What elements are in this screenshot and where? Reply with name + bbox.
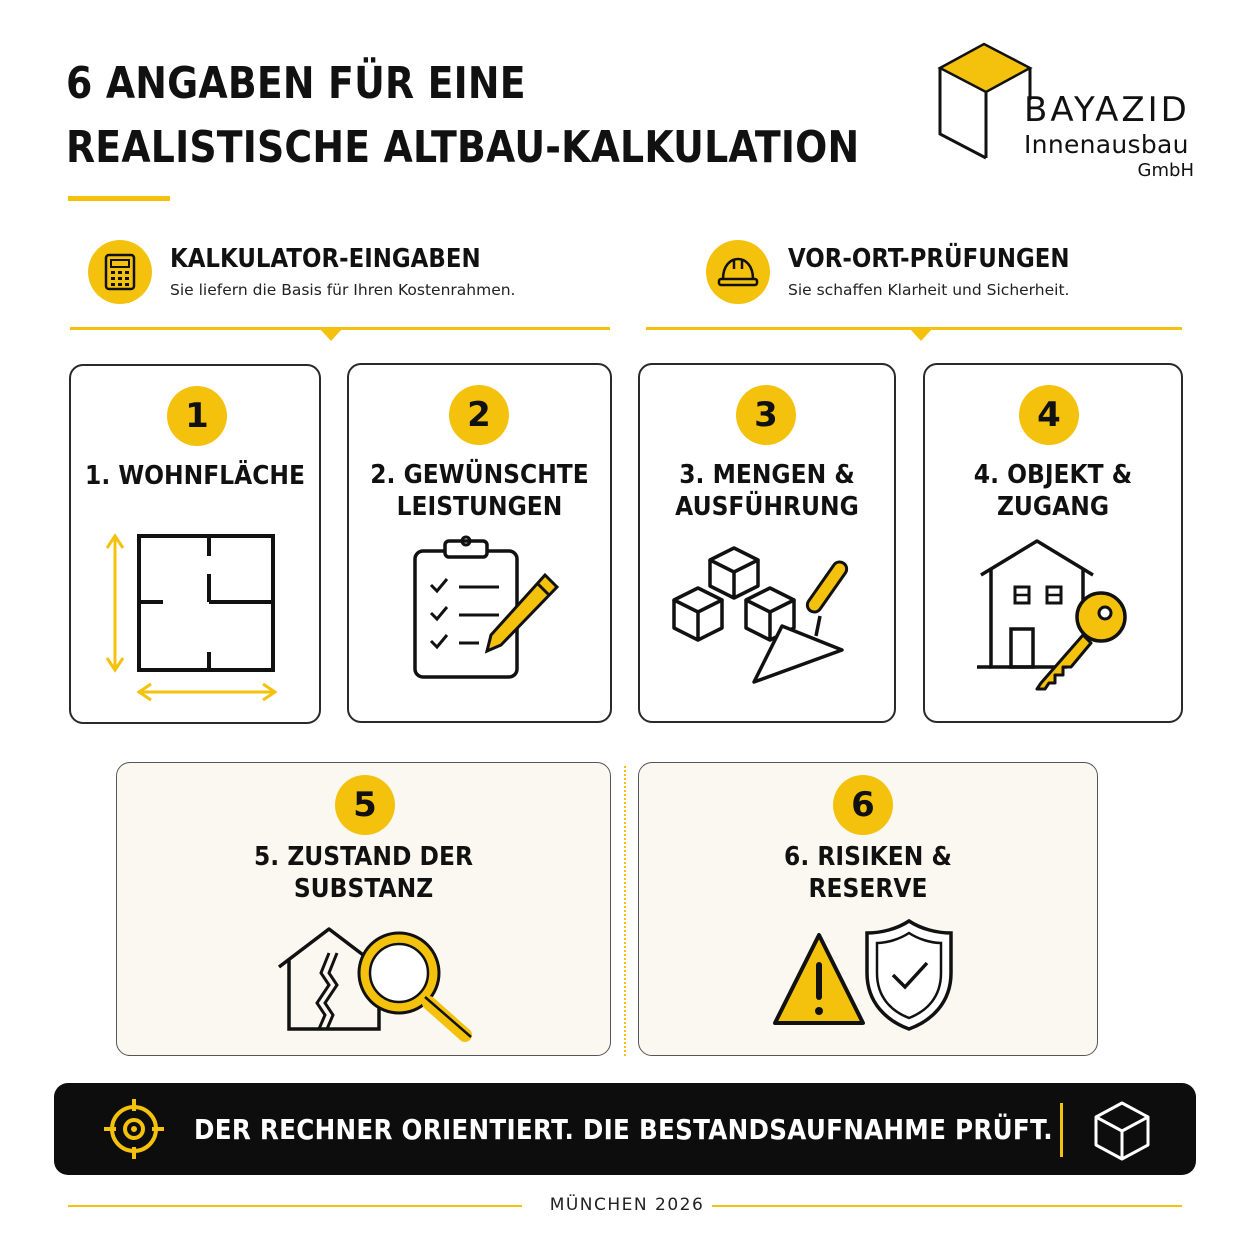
bottom-banner [54, 1083, 1196, 1175]
card-wohnflaeche [69, 364, 321, 724]
logo-name: BAYAZID [1024, 90, 1190, 130]
cracked-house-magnifier-icon [275, 923, 485, 1043]
title-line-1: 6 ANGABEN FÜR EINE [66, 58, 526, 109]
card-number: 5 [335, 775, 395, 835]
card-row-divider [624, 766, 626, 1056]
card-substanz [116, 762, 611, 1056]
footer-text: MÜNCHEN 2026 [549, 1195, 705, 1215]
card-number: 1 [167, 386, 227, 446]
card-number: 6 [833, 775, 893, 835]
card-label: 6. RISIKEN & RESERVE [784, 842, 952, 904]
section-subtitle: Sie schaffen Klarheit und Sicherheit. [788, 281, 1070, 299]
card-label: 5. ZUSTAND DER SUBSTANZ [254, 842, 473, 904]
card-label: 2. GEWÜNSCHTE LEISTUNGEN [370, 460, 589, 522]
card-risiken [638, 762, 1098, 1056]
card-label: 1. WOHNFLÄCHE [85, 461, 305, 491]
calculator-icon [88, 240, 152, 304]
section-title: KALKULATOR-EINGABEN [170, 244, 481, 274]
hard-hat-icon [706, 240, 770, 304]
title-underline [68, 196, 170, 201]
logo-suffix: GmbH [1137, 160, 1194, 181]
target-icon [102, 1097, 166, 1161]
card-label: 4. OBJEKT & ZUGANG [973, 460, 1133, 522]
cube-logo-icon [934, 40, 1034, 160]
logo-sub: Innenausbau [1024, 130, 1189, 159]
banner-text: DER RECHNER ORIENTIERT. DIE BESTANDSAUFNAHME PRÜFT. [194, 1113, 1053, 1146]
section-pointer-left [320, 329, 342, 341]
card-label: 3. MENGEN & AUSFÜHRUNG [675, 460, 859, 522]
card-objekt [923, 363, 1183, 723]
cube-icon [1092, 1099, 1152, 1163]
house-key-icon [975, 535, 1145, 705]
section-calculator-inputs [88, 236, 608, 316]
title-line-2: REALISTISCHE ALTBAU-KALKULATION [66, 122, 860, 173]
warning-shield-icon [767, 917, 967, 1037]
card-mengen [638, 363, 896, 723]
company-logo [934, 40, 1204, 190]
banner-separator [1060, 1103, 1063, 1157]
page-title [66, 52, 860, 180]
section-title: VOR-ORT-PRÜFUNGEN [788, 244, 1070, 274]
card-leistungen [347, 363, 612, 723]
card-number: 3 [736, 385, 796, 445]
floor-plan-icon [97, 526, 297, 706]
section-pointer-right [910, 329, 932, 341]
card-number: 4 [1019, 385, 1079, 445]
section-onsite-checks [706, 236, 1226, 316]
clipboard-checklist-icon [409, 535, 569, 685]
cubes-trowel-icon [670, 540, 870, 700]
card-number: 2 [449, 385, 509, 445]
section-subtitle: Sie liefern die Basis für Ihren Kostenrahmen. [170, 281, 516, 299]
